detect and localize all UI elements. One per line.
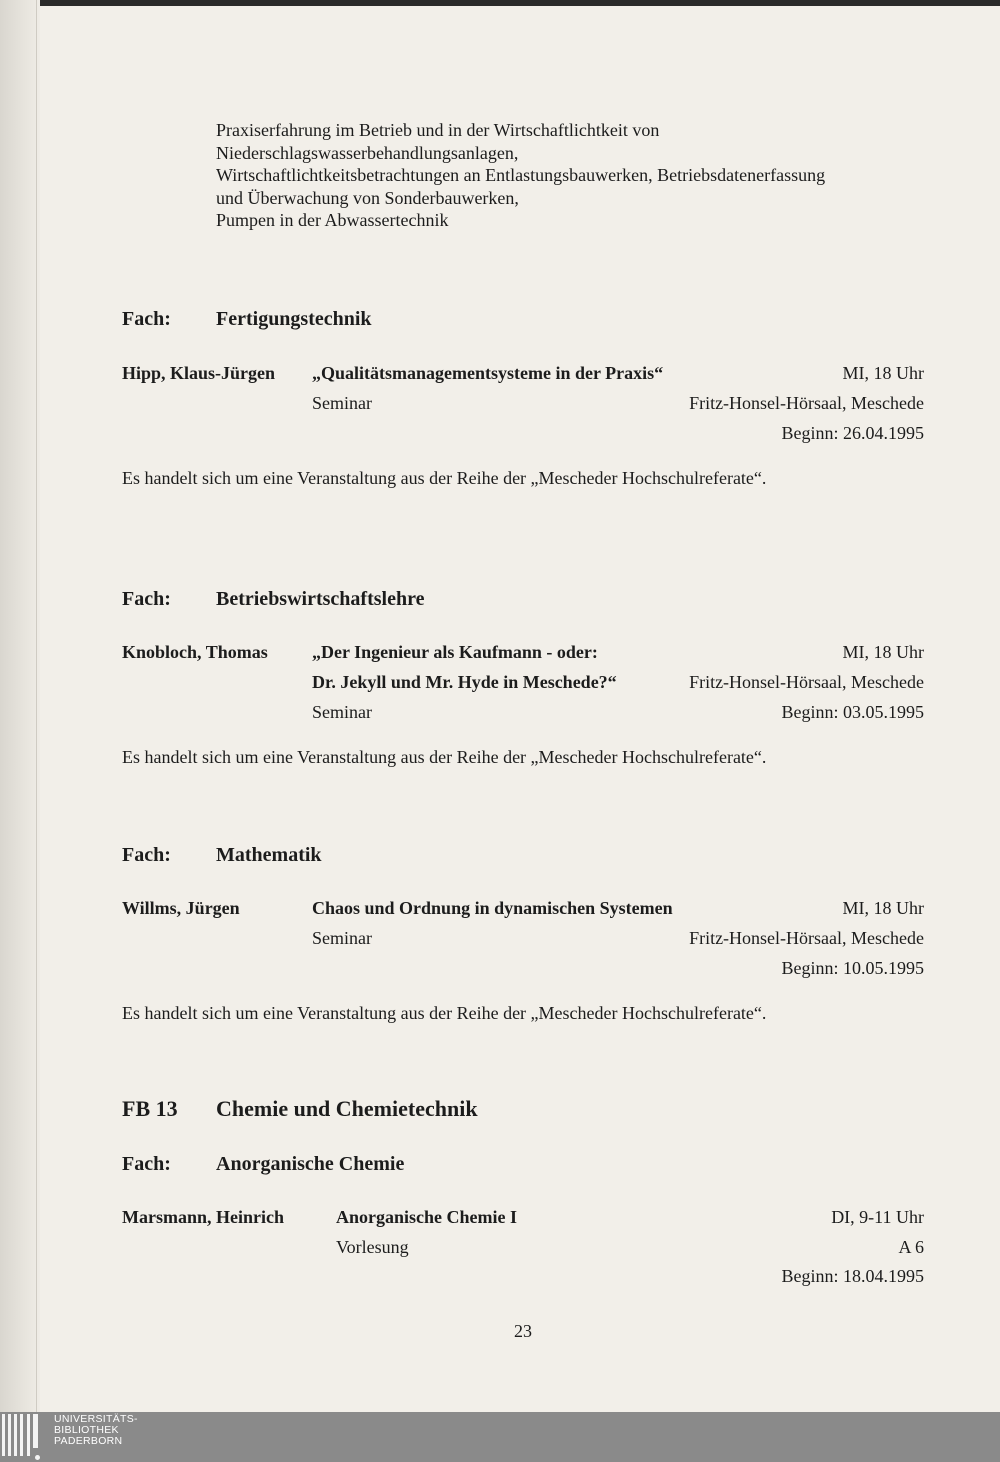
intro-paragraph [216, 119, 936, 232]
lecturer-name: Hipp, Klaus-Jürgen [122, 363, 276, 383]
page-number: 23 [514, 1321, 532, 1341]
course-room: Fritz-Honsel-Hörsaal, Meschede [689, 393, 924, 413]
course-begin: Beginn: 18.04.1995 [781, 1266, 924, 1286]
page-fold-line [36, 0, 37, 1412]
fach-label: Fach: [122, 844, 171, 866]
intro-line: Pumpen in der Abwassertechnik [216, 210, 449, 230]
course-type: Seminar [312, 702, 372, 722]
fach-label: Fach: [122, 308, 171, 330]
fach-name: Anorganische Chemie [216, 1153, 405, 1175]
intro-line: und Überwachung von Sonderbauwerken, [216, 187, 519, 208]
course-title: Anorganische Chemie I [336, 1207, 517, 1227]
library-name-line: UNIVERSITÄTS- [54, 1413, 138, 1425]
course-begin: Beginn: 03.05.1995 [781, 702, 924, 722]
scan-top-edge [0, 0, 1000, 6]
course-type: Seminar [312, 928, 372, 948]
course-begin: Beginn: 26.04.1995 [781, 423, 924, 443]
fach-label: Fach: [122, 588, 171, 610]
course-room: A 6 [898, 1237, 924, 1257]
course-room: Fritz-Honsel-Hörsaal, Meschede [689, 672, 924, 692]
series-note: Es handelt sich um eine Veranstaltung aus der Reihe der „Mescheder Hochschulreferate“. [122, 1003, 767, 1023]
course-time: MI, 18 Uhr [842, 898, 924, 918]
lecturer-name: Marsmann, Heinrich [122, 1207, 284, 1227]
series-note: Es handelt sich um eine Veranstaltung aus der Reihe der „Mescheder Hochschulreferate“. [122, 747, 767, 767]
course-title: „Der Ingenieur als Kaufmann - oder: [312, 642, 598, 662]
fb-title: Chemie und Chemietechnik [216, 1096, 478, 1121]
library-logo-icon [0, 1414, 44, 1462]
scan-footer [0, 1412, 1000, 1462]
intro-line: Wirtschaftlichtkeitsbetrachtungen an Entlastungsbauwerken, Betriebsdatenerfassung [216, 165, 826, 185]
lecturer-name: Willms, Jürgen [122, 898, 240, 918]
course-time: MI, 18 Uhr [842, 363, 924, 383]
course-begin: Beginn: 10.05.1995 [781, 958, 924, 978]
lecturer-name: Knobloch, Thomas [122, 642, 268, 662]
library-name-line: PADERBORN [54, 1435, 123, 1447]
course-time: MI, 18 Uhr [842, 642, 924, 662]
course-room: Fritz-Honsel-Hörsaal, Meschede [689, 928, 924, 948]
course-title: „Qualitätsmanagementsysteme in der Praxis“ [312, 363, 664, 383]
library-name-line: BIBLIOTHEK [54, 1424, 119, 1436]
fb-number: FB 13 [122, 1096, 178, 1121]
fach-name: Mathematik [216, 844, 322, 866]
course-type: Seminar [312, 393, 372, 413]
page-binding-edge [0, 0, 40, 1412]
intro-line: Praxiserfahrung im Betrieb und in der Wirtschaftlichtkeit von [216, 120, 660, 140]
fach-name: Fertigungstechnik [216, 308, 372, 330]
course-time: DI, 9-11 Uhr [831, 1207, 924, 1227]
fach-name: Betriebswirtschaftslehre [216, 588, 425, 610]
intro-line: Niederschlagswasserbehandlungsanlagen, [216, 142, 519, 163]
course-title-line2: Dr. Jekyll und Mr. Hyde in Meschede?“ [312, 672, 617, 692]
course-title: Chaos und Ordnung in dynamischen Systemen [312, 898, 673, 918]
fach-label: Fach: [122, 1153, 171, 1175]
course-type: Vorlesung [336, 1237, 409, 1257]
series-note: Es handelt sich um eine Veranstaltung aus der Reihe der „Mescheder Hochschulreferate“. [122, 468, 767, 488]
